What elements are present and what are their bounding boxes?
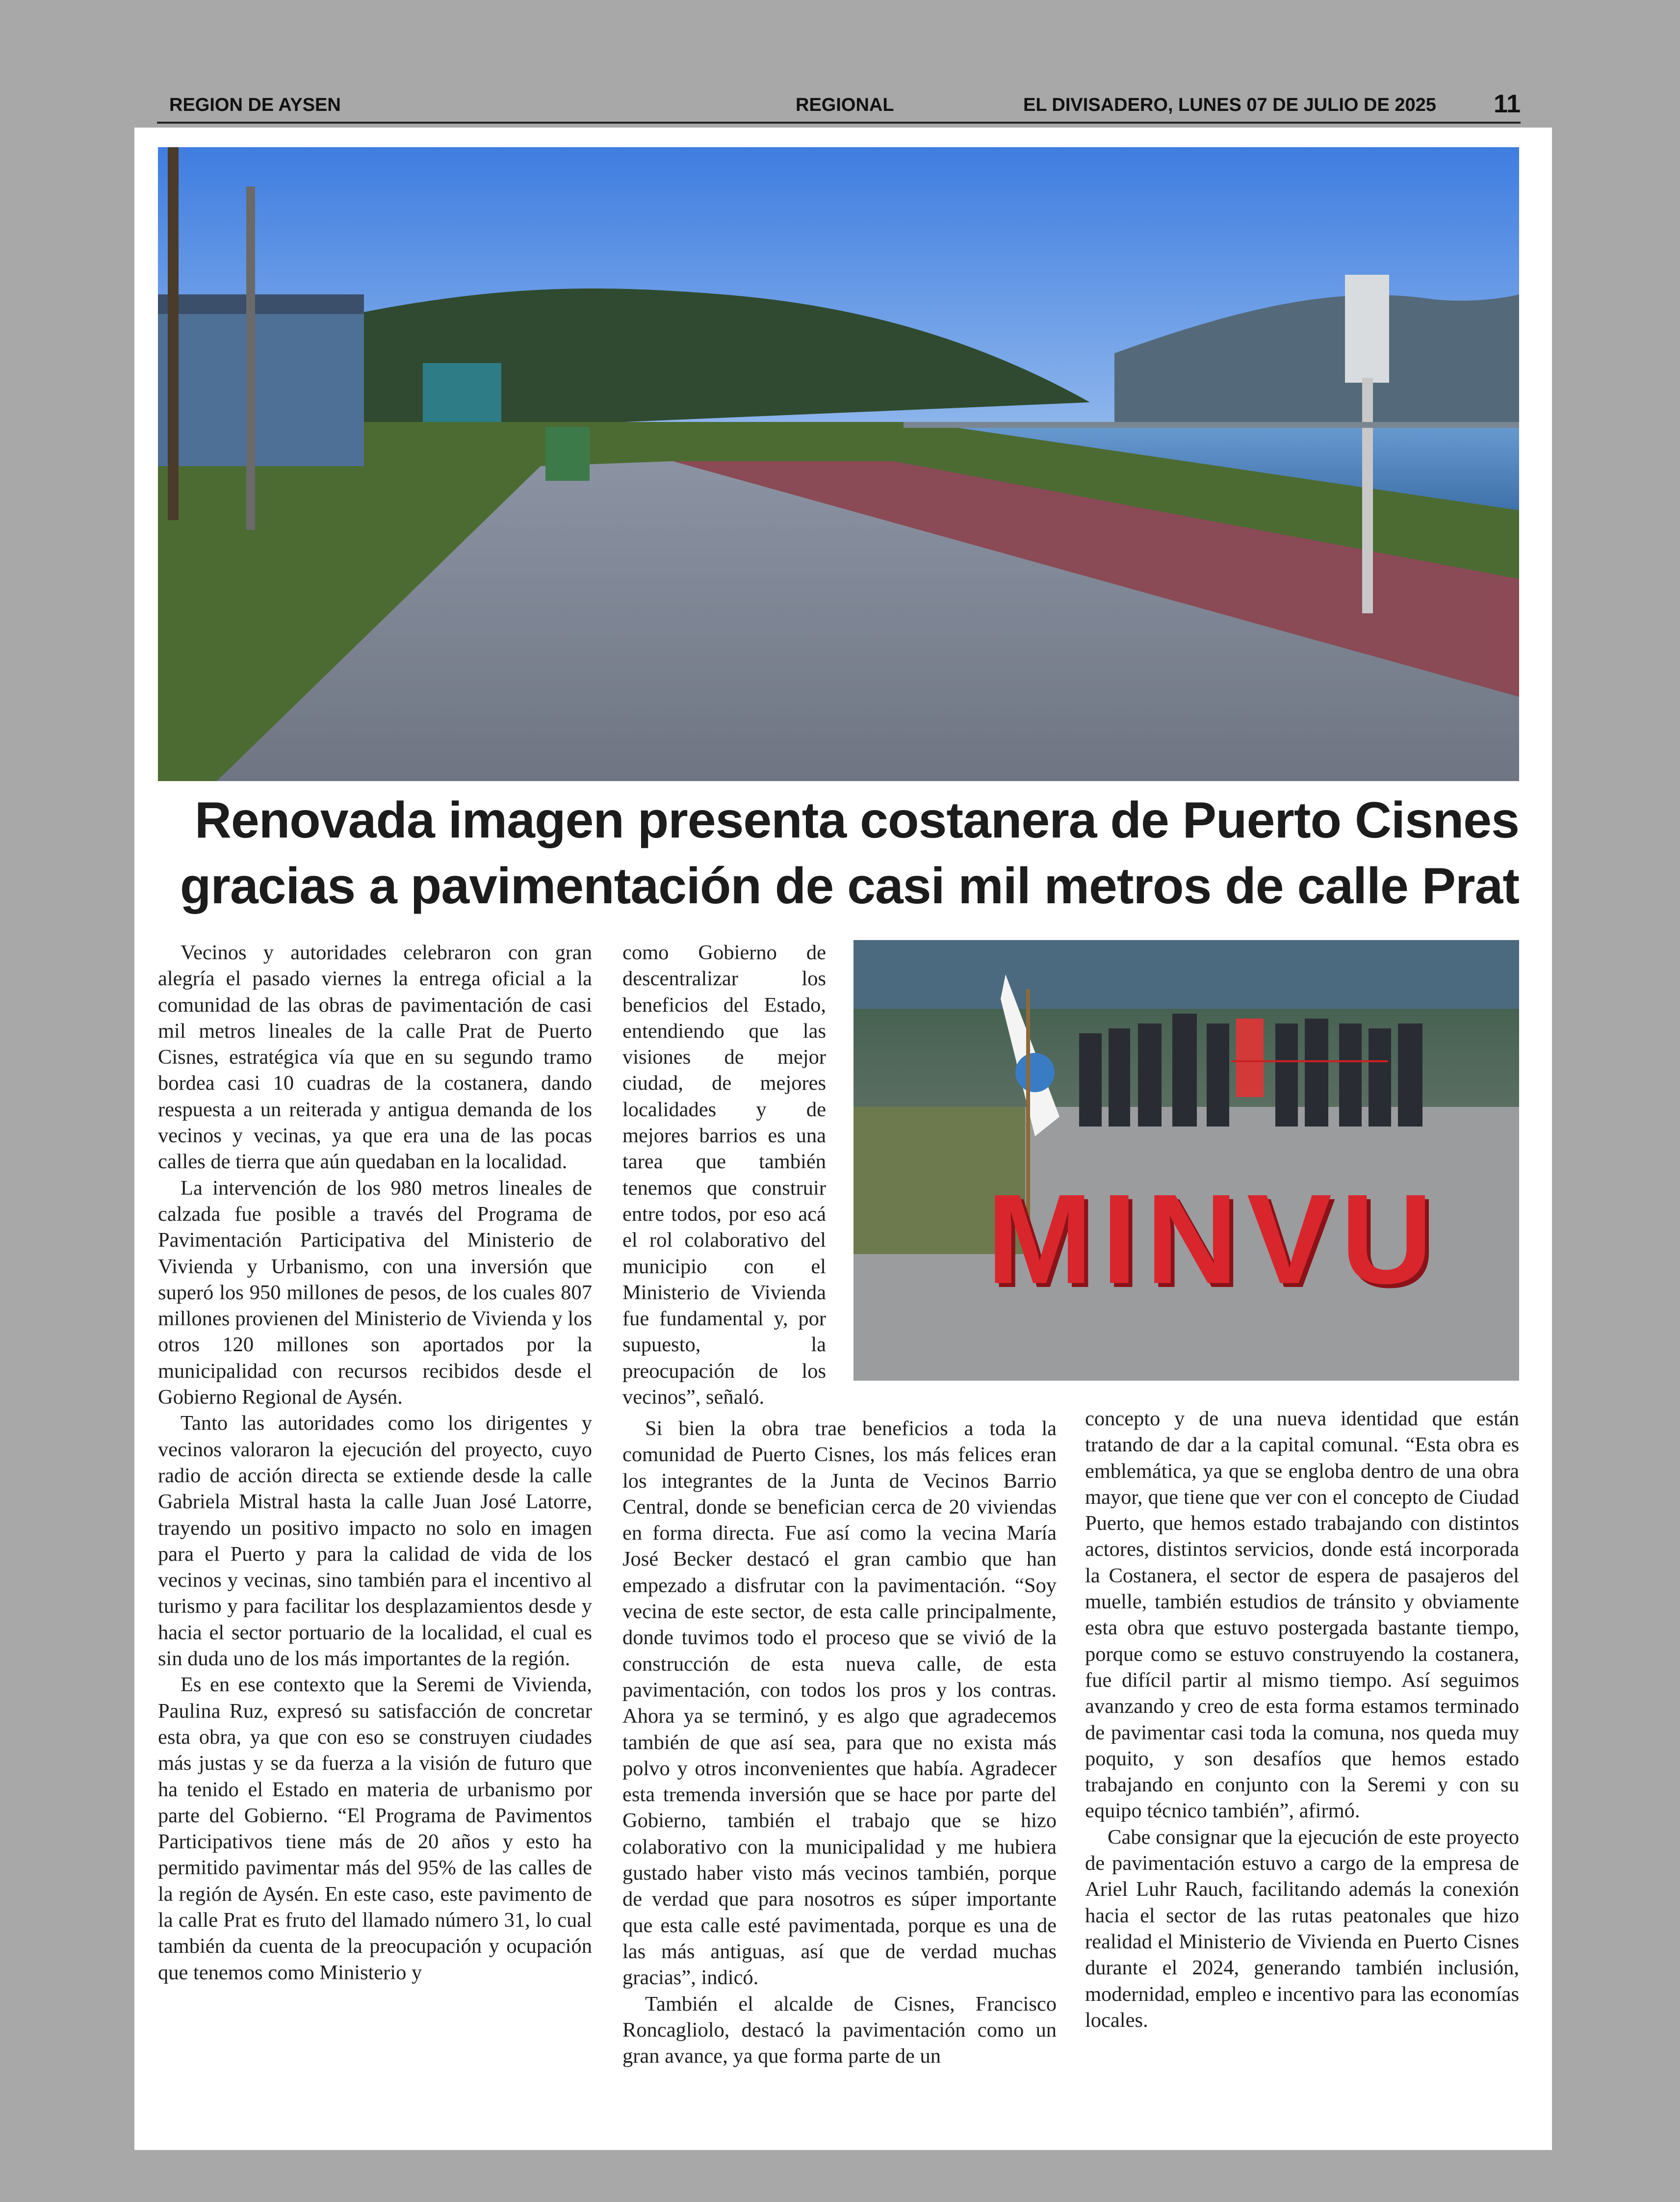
minvu-sign-text: MINVU xyxy=(986,1168,1442,1311)
paragraph: También el alcalde de Cisnes, Francisco Roncagliolo, destacó la pavimentación como un gran avance, ya que forma parte de un xyxy=(622,1992,1057,2068)
paragraph: como Gobierno de descentralizar los beneficios del Estado, entendiendo que las visiones de mejor ciudad, de mejores localidades y de mejores barrios es una tarea que también tenemos que construir entre todos, por eso acá el rol colaborativo del municipio con el Ministerio de Vivienda fue fundamental y, por supuesto, la preocupación de los vecinos”, señaló. xyxy=(622,941,826,1409)
article-column-2-bottom xyxy=(622,1416,1057,2069)
street-photo-illustration xyxy=(158,147,1519,781)
minvu-ceremony-photo xyxy=(853,940,1519,1381)
publication-date: EL DIVISADERO, LUNES 07 DE JULIO DE 2025 xyxy=(1023,95,1436,115)
costanera-street-photo xyxy=(158,147,1519,781)
page-number: 11 xyxy=(1494,90,1521,118)
paragraph: La intervención de los 980 metros lineales de calzada fue posible a través del Programa de Pavimentación Participativa del Ministerio de Vivienda y Urbanismo, con una inversión que superó los 950 millones de pesos, de los cuales 807 millones provienen del Ministerio de Vivienda y los otros 120 millones son aportados por la municipalidad con recursos recibidos desde el Gobierno Regional de Aysén. xyxy=(158,1176,592,1409)
article-column-2-top xyxy=(622,940,826,1410)
category-name: REGIONAL xyxy=(796,95,894,115)
article-column-1 xyxy=(158,940,592,1986)
paragraph: Si bien la obra trae beneficios a toda la comunidad de Puerto Cisnes, los más felices eran los integrantes de la Junta de Vecinos Barrio Central, donde se benefician cerca de 20 viviendas en forma directa. Fue así como la vecina María José Becker destacó el gran cambio que han empezado a disfrutar con la pavimentación. “Soy vecina de este sector, de esta calle principalmente, donde tuvimos todo el proceso que se vivió de la construcción de esta nueva calle, de esta pavimentación, con todos los pros y los contras. Ahora ya se terminó, y es algo que agradecemos también de que así sea, para que no exista más polvo y otros inconvenientes que había. Agradecer esta tremenda inversión que se hace por parte del Gobierno, también el trabajo que se hizo colaborativo con la municipalidad y me hubiera gustado haber visto más vecinos también, porque de verdad que para nosotros es súper importante que esta calle esté pavimentada, porque es una de las más antiguas, así que de verdad muchas gracias”, indicó. xyxy=(622,1417,1057,1990)
paragraph: Vecinos y autoridades celebraron con gran alegría el pasado viernes la entrega oficial a la comunidad de las obras de pavimentación de casi mil metros lineales de la calle Prat de Puerto Cisnes, estratégica vía que en su segundo tramo bordea casi 10 cuadras de la costanera, dando respuesta a un reiterada y antigua demanda de los vecinos y vecinas, ya que era una de las pocas calles de tierra que aún quedaban en la localidad. xyxy=(158,941,592,1174)
headline-line-1: Renovada imagen presenta costanera de Puerto Cisnes xyxy=(194,792,1519,849)
article-column-3 xyxy=(1085,1406,1519,2033)
newspaper-page xyxy=(134,128,1552,2150)
ceremony-photo-illustration xyxy=(853,940,1519,1381)
page-header xyxy=(157,82,1521,124)
paragraph: Es en ese contexto que la Seremi de Vivienda, Paulina Ruz, expresó su satisfacción de concretar esta obra, ya que con eso se construyen ciudades más justas y se da fuerza a la visión de futuro que ha tenido el Estado en materia de urbanismo por parte del Gobierno. “El Programa de Pavimentos Participativos tiene más de 20 años y esto ha permitido pavimentar más del 95% de las calles de la región de Aysén. En este caso, este pavimento de la calle Prat es fruto del llamado número 31, lo cual también da cuenta de la preocupación y ocupación que tenemos como Ministerio y xyxy=(158,1673,592,1984)
paragraph: Cabe consignar que la ejecución de este proyecto de pavimentación estuvo a cargo de la empresa de Ariel Luhr Rauch, facilitando además la conexión hacia el sector de las rutas peatonales que hizo realidad el Ministerio de Vivienda en Puerto Cisnes durante el 2024, generando también inclusión, modernidad, empleo e incentivo para las economías locales. xyxy=(1085,1825,1519,2032)
paragraph: Tanto las autoridades como los dirigentes y vecinos valoraron la ejecución del proyecto, cuyo radio de acción directa se extiende desde la calle Gabriela Mistral hasta la calle Juan José Latorre, trayendo un positivo impacto no solo en imagen para el Puerto y para la calidad de vida de los vecinos y vecinas, sino también para el incentivo al turismo y para facilitar los desplazamientos desde y hacia el sector portuario de la localidad, el cual es sin duda uno de los más importantes de la región. xyxy=(158,1412,592,1671)
headline-line-2: gracias a pavimentación de casi mil metros de calle Prat xyxy=(180,858,1519,915)
paragraph: concepto y de una nueva identidad que están tratando de dar a la capital comunal. “Esta obra es emblemática, ya que se engloba dentro de una obra mayor, que tiene que ver con el concepto de Ciudad Puerto, que hemos estado trabajando con distintos actores, distintos servicios, donde está incorporada la Costanera, el sector de espera de pasajeros del muelle, también estudios de tránsito y obviamente esta obra que estuvo postergada bastante tiempo, porque como se estuvo construyendo la costanera, fue difícil partir al mismo tiempo. Así seguimos avanzando y creo de esta forma estamos terminado de pavimentar casi toda la comuna, nos queda muy poquito, y son desafíos que hemos estado trabajando en conjunto con la Seremi y con su equipo técnico también”, afirmó. xyxy=(1085,1407,1519,1823)
article-headline xyxy=(158,787,1519,919)
section-name: REGION DE AYSEN xyxy=(169,95,341,115)
